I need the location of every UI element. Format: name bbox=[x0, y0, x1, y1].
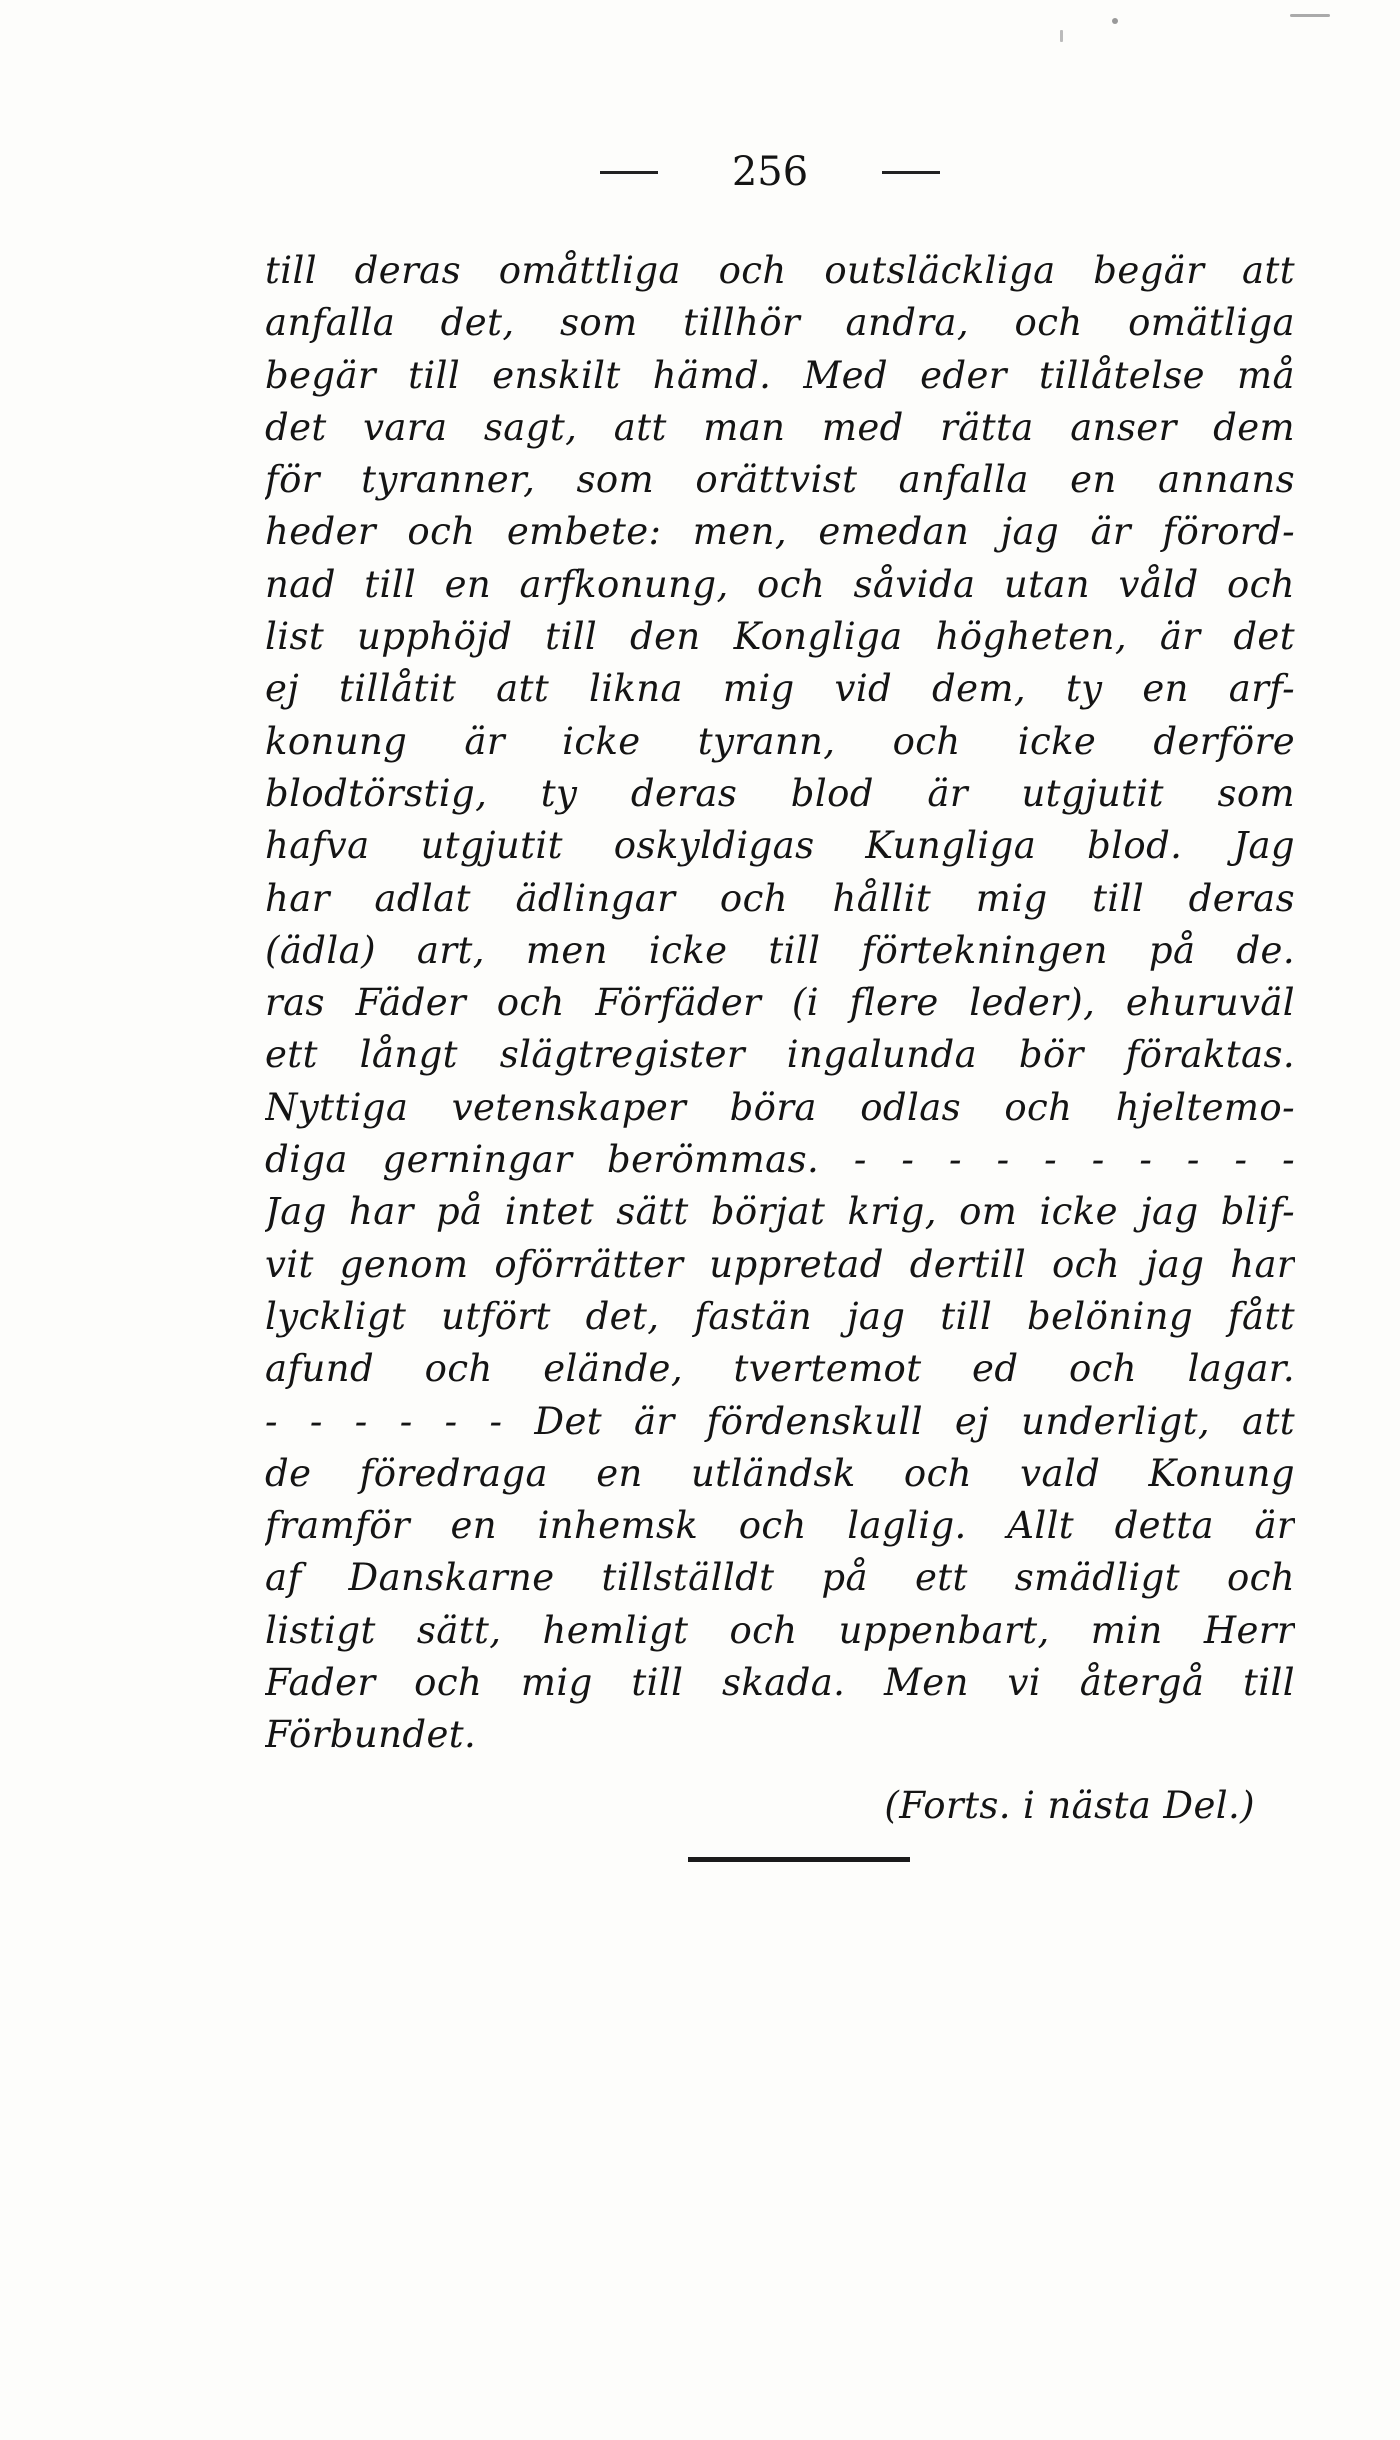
text-line: heder och embete: men, emedan jag är förord- bbox=[265, 510, 1295, 554]
text-line: ras Fäder och Förfäder (i flere leder), ehuruväl bbox=[265, 981, 1295, 1025]
text-line: hafva utgjutit oskyldigas Kungliga blod. Jag bbox=[265, 824, 1295, 868]
header-dash-left bbox=[600, 171, 658, 174]
text-line: nad till en arfkonung, och såvida utan våld och bbox=[265, 562, 1295, 606]
text-line: diga gerningar berömmas. - - - - - - - - - - bbox=[265, 1138, 1295, 1182]
text-line: (ädla) art, men icke till förtekningen på de. bbox=[265, 928, 1295, 972]
text-line: Jag har på intet sätt börjat krig, om icke jag blif- bbox=[265, 1190, 1295, 1234]
text-line: de föredraga en utländsk och vald Konung bbox=[265, 1451, 1295, 1495]
text-line: har adlat ädlingar och hållit mig till deras bbox=[265, 876, 1295, 920]
text-line: lyckligt utfört det, fastän jag till belöning fått bbox=[265, 1294, 1295, 1338]
text-line: konung är icke tyrann, och icke derföre bbox=[265, 719, 1295, 763]
text-line: vit genom oförrätter uppretad dertill och jag har bbox=[265, 1242, 1295, 1286]
text-line: ej tillåtit att likna mig vid dem, ty en arf- bbox=[265, 667, 1295, 711]
text-line: framför en inhemsk och laglig. Allt detta är bbox=[265, 1504, 1295, 1548]
ink-speck bbox=[1112, 18, 1118, 24]
text-line: af Danskarne tillställdt på ett smädligt och bbox=[265, 1556, 1295, 1600]
continuation-note: (Forts. i nästa Del.) bbox=[884, 1783, 1255, 1827]
text-line: Fader och mig till skada. Men vi återgå till bbox=[265, 1661, 1295, 1705]
header-dash-right bbox=[882, 171, 940, 174]
text-line: - - - - - - Det är fördenskull ej underligt, att bbox=[265, 1399, 1295, 1443]
text-line: till deras omåttliga och outsläckliga begär att bbox=[265, 249, 1295, 292]
text-line: blodtörstig, ty deras blod är utgjutit som bbox=[265, 771, 1295, 815]
text-line: begär till enskilt hämd. Med eder tillåtelse må bbox=[265, 353, 1295, 397]
text-line: afund och elände, tvertemot ed och lagar. bbox=[265, 1347, 1295, 1391]
text-line: list upphöjd till den Kongliga högheten, är det bbox=[265, 615, 1295, 659]
text-line: det vara sagt, att man med rätta anser dem bbox=[265, 405, 1295, 449]
text-line: Nyttiga vetenskaper böra odlas och hjeltemo- bbox=[265, 1085, 1295, 1129]
page-number: 256 bbox=[731, 149, 809, 195]
end-rule bbox=[688, 1857, 910, 1862]
text-line: anfalla det, som tillhör andra, och omätliga bbox=[265, 301, 1295, 345]
body-text bbox=[265, 245, 1295, 1832]
ink-speck bbox=[1290, 14, 1330, 17]
ink-speck bbox=[1060, 30, 1063, 42]
text-line: Förbundet. bbox=[265, 1713, 477, 1757]
text-line: ett långt slägtregister ingalunda bör föraktas. bbox=[265, 1033, 1295, 1077]
page-header bbox=[600, 142, 940, 202]
text-line: för tyranner, som orättvist anfalla en annans bbox=[265, 458, 1295, 502]
text-line: listigt sätt, hemligt och uppenbart, min Herr bbox=[265, 1608, 1295, 1652]
